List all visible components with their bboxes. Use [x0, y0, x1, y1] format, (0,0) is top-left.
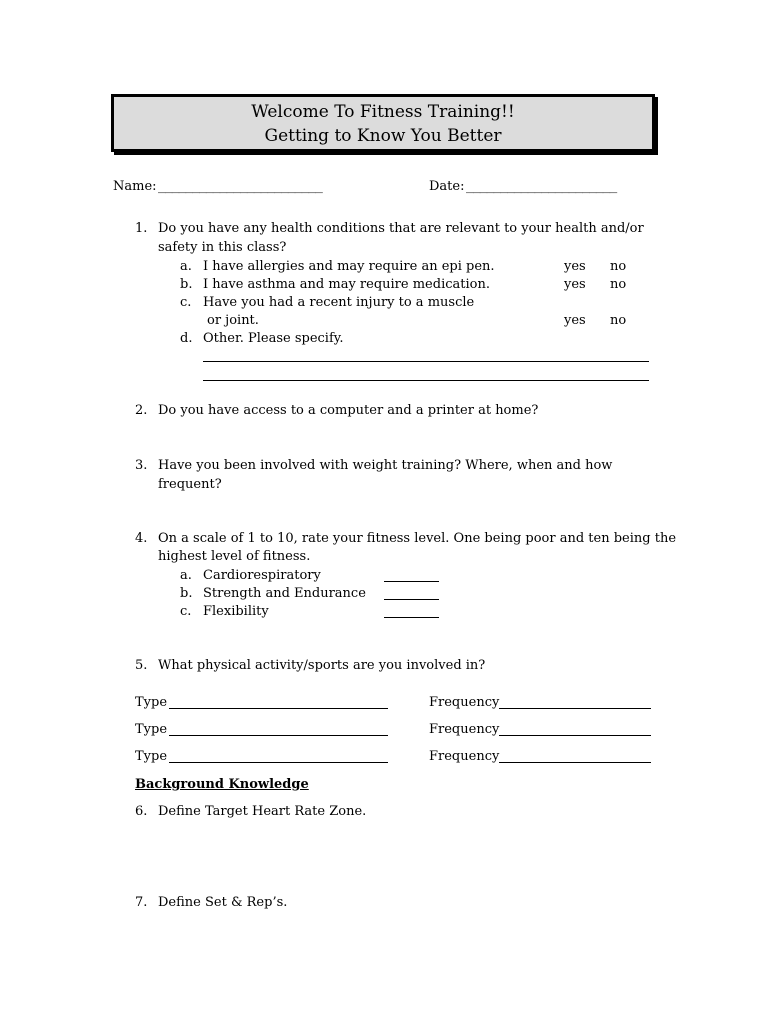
q4a-letter: a.	[180, 568, 192, 583]
q7-text: Define Set & Rep’s.	[158, 895, 288, 910]
q1d-text: Other. Please specify.	[203, 331, 344, 346]
q4c-text: Flexibility	[203, 604, 269, 619]
q5-number: 5.	[135, 658, 148, 673]
q3-text-cont: frequent?	[158, 477, 222, 492]
q7-number: 7.	[135, 895, 148, 910]
q4a-text: Cardiorespiratory	[203, 568, 321, 583]
q1c-yes-option[interactable]: yes	[564, 313, 586, 328]
q1b-text: I have asthma and may require medication.	[203, 277, 490, 292]
type-label: Type	[135, 695, 168, 710]
q4-number: 4.	[135, 531, 148, 546]
q2-text: Do you have access to a computer and a printer at home?	[158, 403, 539, 418]
q4-text: On a scale of 1 to 10, rate your fitness level. One being poor and ten being the	[158, 531, 677, 546]
q4b-letter: b.	[180, 586, 193, 601]
q1-text: Do you have any health conditions that are relevant to your health and/or	[158, 221, 644, 236]
date-field[interactable]: ______________________	[466, 179, 617, 194]
type-label: Type	[135, 722, 168, 737]
frequency-field[interactable]	[499, 708, 651, 709]
q1a-yes-option[interactable]: yes	[564, 259, 586, 274]
q4c-rating-field[interactable]	[384, 617, 439, 618]
q1b-no-option[interactable]: no	[610, 277, 627, 292]
frequency-label: Frequency	[429, 695, 500, 710]
type-field[interactable]	[169, 708, 388, 709]
q1d-letter: d.	[180, 331, 193, 346]
type-label: Type	[135, 749, 168, 764]
q1c-text-cont: or joint.	[207, 313, 259, 328]
q1-number: 1.	[135, 221, 148, 236]
q1d-answer-line-1[interactable]	[203, 361, 649, 362]
name-field[interactable]: ________________________	[158, 179, 322, 194]
frequency-field[interactable]	[499, 762, 651, 763]
type-field[interactable]	[169, 735, 388, 736]
q3-number: 3.	[135, 458, 148, 473]
q3-text: Have you been involved with weight training? Where, when and how	[158, 458, 613, 473]
q1c-letter: c.	[180, 295, 192, 310]
q1c-text: Have you had a recent injury to a muscle	[203, 295, 475, 310]
q1a-no-option[interactable]: no	[610, 259, 627, 274]
frequency-field[interactable]	[499, 735, 651, 736]
section-heading: Background Knowledge	[135, 777, 309, 792]
q1-text-cont: safety in this class?	[158, 240, 287, 255]
page-subtitle: Getting to Know You Better	[264, 126, 502, 146]
frequency-label: Frequency	[429, 722, 500, 737]
q1c-no-option[interactable]: no	[610, 313, 627, 328]
page-title: Welcome To Fitness Training!!	[251, 102, 515, 122]
q6-text: Define Target Heart Rate Zone.	[158, 804, 367, 819]
q4b-rating-field[interactable]	[384, 599, 439, 600]
q1a-text: I have allergies and may require an epi pen.	[203, 259, 495, 274]
name-label: Name:	[113, 179, 157, 194]
q4c-letter: c.	[180, 604, 192, 619]
q1d-answer-line-2[interactable]	[203, 380, 649, 381]
q1b-yes-option[interactable]: yes	[564, 277, 586, 292]
title-box	[111, 94, 655, 152]
date-label: Date:	[429, 179, 465, 194]
q2-number: 2.	[135, 403, 148, 418]
type-field[interactable]	[169, 762, 388, 763]
q4-text-cont: highest level of fitness.	[158, 549, 311, 564]
q5-text: What physical activity/sports are you involved in?	[158, 658, 486, 673]
q4a-rating-field[interactable]	[384, 581, 439, 582]
q1a-letter: a.	[180, 259, 192, 274]
frequency-label: Frequency	[429, 749, 500, 764]
q1b-letter: b.	[180, 277, 193, 292]
q6-number: 6.	[135, 804, 148, 819]
q4b-text: Strength and Endurance	[203, 586, 366, 601]
